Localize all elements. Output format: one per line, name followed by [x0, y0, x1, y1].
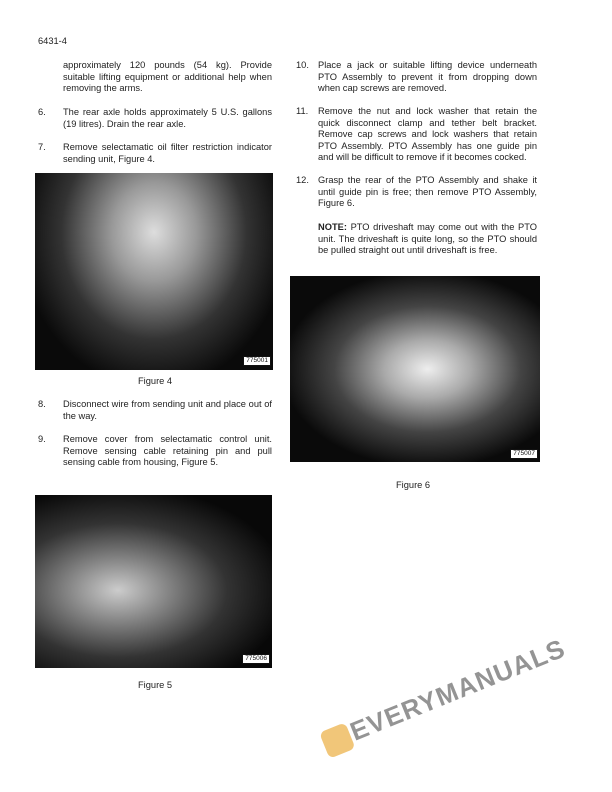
figure-4-photo	[35, 173, 273, 370]
step-number: 12.	[296, 175, 309, 185]
step-number: 8.	[38, 399, 46, 409]
step-text: Place a jack or suitable lifting device underneath PTO Assembly to prevent it from dropping down when cap screws are removed.	[318, 60, 537, 94]
step-text: Remove cover from selectamatic control unit. Remove sensing cable retaining pin and pull sensing cable from housing, Figure 5.	[63, 434, 272, 468]
note-label: NOTE:	[318, 222, 347, 232]
step-number: 9.	[38, 434, 46, 444]
step-number: 10.	[296, 60, 309, 70]
step-text: Grasp the rear of the PTO Assembly and shake it until guide pin is free; then remove PTO Assembly, Figure 6.	[318, 175, 537, 209]
step-number: 11.	[296, 106, 309, 116]
figure-caption: Figure 5	[138, 680, 173, 690]
figure-code: 775001	[243, 356, 271, 366]
figure-code: 775006	[242, 654, 270, 664]
note	[318, 222, 537, 257]
figure-6-photo	[290, 276, 540, 462]
step-text: Disconnect wire from sending unit and place out of the way.	[63, 399, 272, 421]
figure-code: 775007	[510, 449, 538, 459]
watermark-text: EVERYMANUALS	[345, 632, 570, 747]
figure-5-photo	[35, 495, 272, 668]
watermark	[318, 633, 570, 759]
intro-text: approximately 120 pounds (54 kg). Provide suitable lifting equipment or additional help when removing the arms.	[63, 60, 272, 94]
figure-caption: Figure 6	[396, 480, 431, 490]
step-number: 7.	[38, 142, 46, 152]
step-number: 6.	[38, 107, 46, 117]
note-text: PTO driveshaft may come out with the PTO unit. The driveshaft is quite long, so the PTO should be pulled straight out until driveshaft is free.	[318, 222, 537, 256]
step-text: Remove the nut and lock washer that retain the quick disconnect clamp and tether belt bracket. Remove cap screws and lock washers that retain PTO Assembly. PTO Assembly has one guide pin and will be difficult to remove if it becomes cocked.	[318, 106, 537, 163]
step-text: The rear axle holds approximately 5 U.S. gallons (19 litres). Drain the rear axle.	[63, 107, 272, 129]
figure-caption: Figure 4	[138, 376, 173, 386]
page-number: 6431-4	[38, 36, 67, 46]
step-text: Remove selectamatic oil filter restriction indicator sending unit, Figure 4.	[63, 142, 272, 164]
